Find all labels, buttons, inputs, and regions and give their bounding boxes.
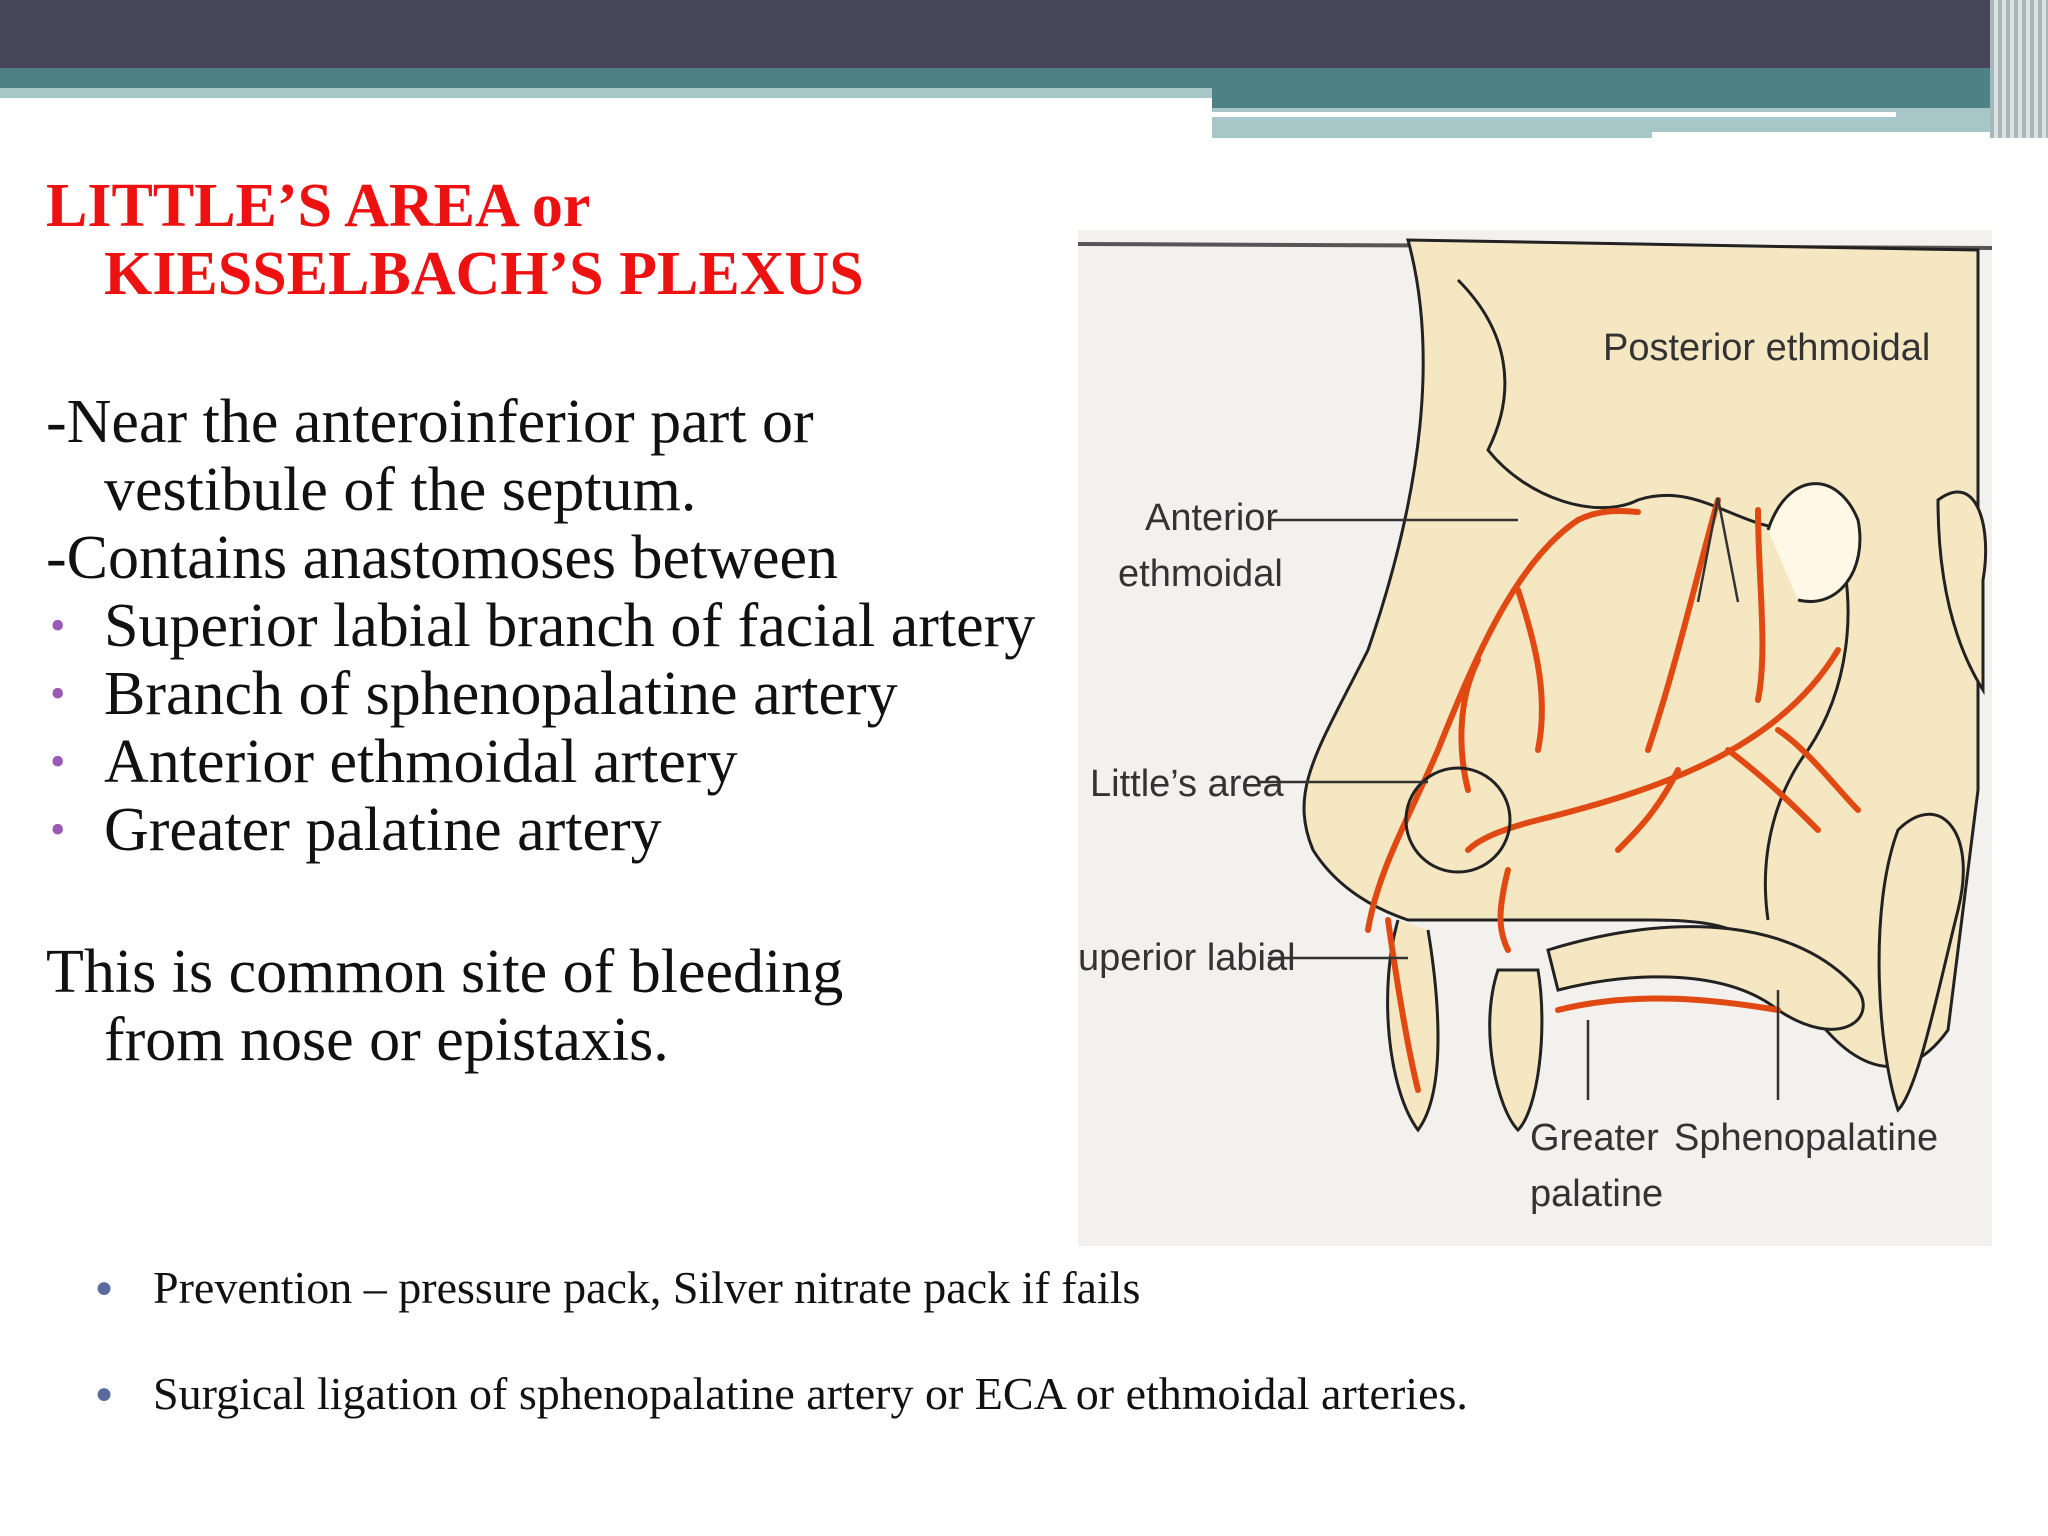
list-item: • Greater palatine artery bbox=[50, 796, 662, 864]
bullet-icon: ● bbox=[95, 1377, 114, 1410]
slide-title bbox=[46, 172, 1046, 308]
bullet-icon: • bbox=[50, 805, 66, 854]
window-edge bbox=[1990, 0, 2048, 138]
list-item: • Branch of sphenopalatine artery bbox=[50, 660, 898, 728]
label-palatine: palatine bbox=[1530, 1173, 1664, 1215]
title-line-1: LITTLE’S AREA or bbox=[46, 172, 591, 240]
label-greater: Greater bbox=[1530, 1117, 1659, 1159]
list-item: • Superior labial branch of facial artery bbox=[50, 592, 1036, 660]
accent-band bbox=[0, 68, 1212, 88]
bullet-icon: • bbox=[50, 601, 66, 650]
contains-line: -Contains anastomoses between bbox=[46, 524, 839, 592]
label-sphenopalatine: Sphenopalatine bbox=[1674, 1117, 1939, 1159]
accent-stripe bbox=[1212, 112, 1896, 117]
near-line-1: -Near the anteroinferior part or bbox=[46, 388, 814, 456]
label-superior-labial: uperior labial bbox=[1078, 937, 1296, 979]
slide-body bbox=[46, 388, 1066, 1074]
footer-bullet: ● Surgical ligation of sphenopalatine artery or ECA or ethmoidal arteries. bbox=[95, 1366, 1695, 1422]
bullet-icon: • bbox=[50, 669, 66, 718]
bullet-icon: ● bbox=[95, 1271, 114, 1304]
site-line-2: from nose or epistaxis. bbox=[104, 1006, 669, 1074]
top-banner bbox=[0, 0, 2048, 68]
label-posterior-ethmoidal: Posterior ethmoidal bbox=[1603, 327, 1931, 369]
site-line-1: This is common site of bleeding bbox=[46, 938, 844, 1006]
accent-band-light bbox=[0, 88, 1212, 98]
label-littles-area: Little’s area bbox=[1090, 763, 1284, 805]
label-anterior: Anterior bbox=[1145, 497, 1279, 539]
list-item: • Anterior ethmoidal artery bbox=[50, 728, 738, 796]
footer-bullet: ● Prevention – pressure pack, Silver nitrate pack if fails bbox=[95, 1260, 1695, 1316]
nasal-septum-diagram bbox=[1078, 230, 1992, 1246]
near-line-2: vestibule of the septum. bbox=[104, 456, 697, 524]
label-ethmoidal: ethmoidal bbox=[1118, 553, 1283, 595]
bullet-icon: • bbox=[50, 737, 66, 786]
accent-band-right bbox=[1212, 68, 2012, 108]
accent-stripe-2 bbox=[1652, 132, 2012, 138]
title-line-2: KIESSELBACH’S PLEXUS bbox=[104, 240, 864, 308]
